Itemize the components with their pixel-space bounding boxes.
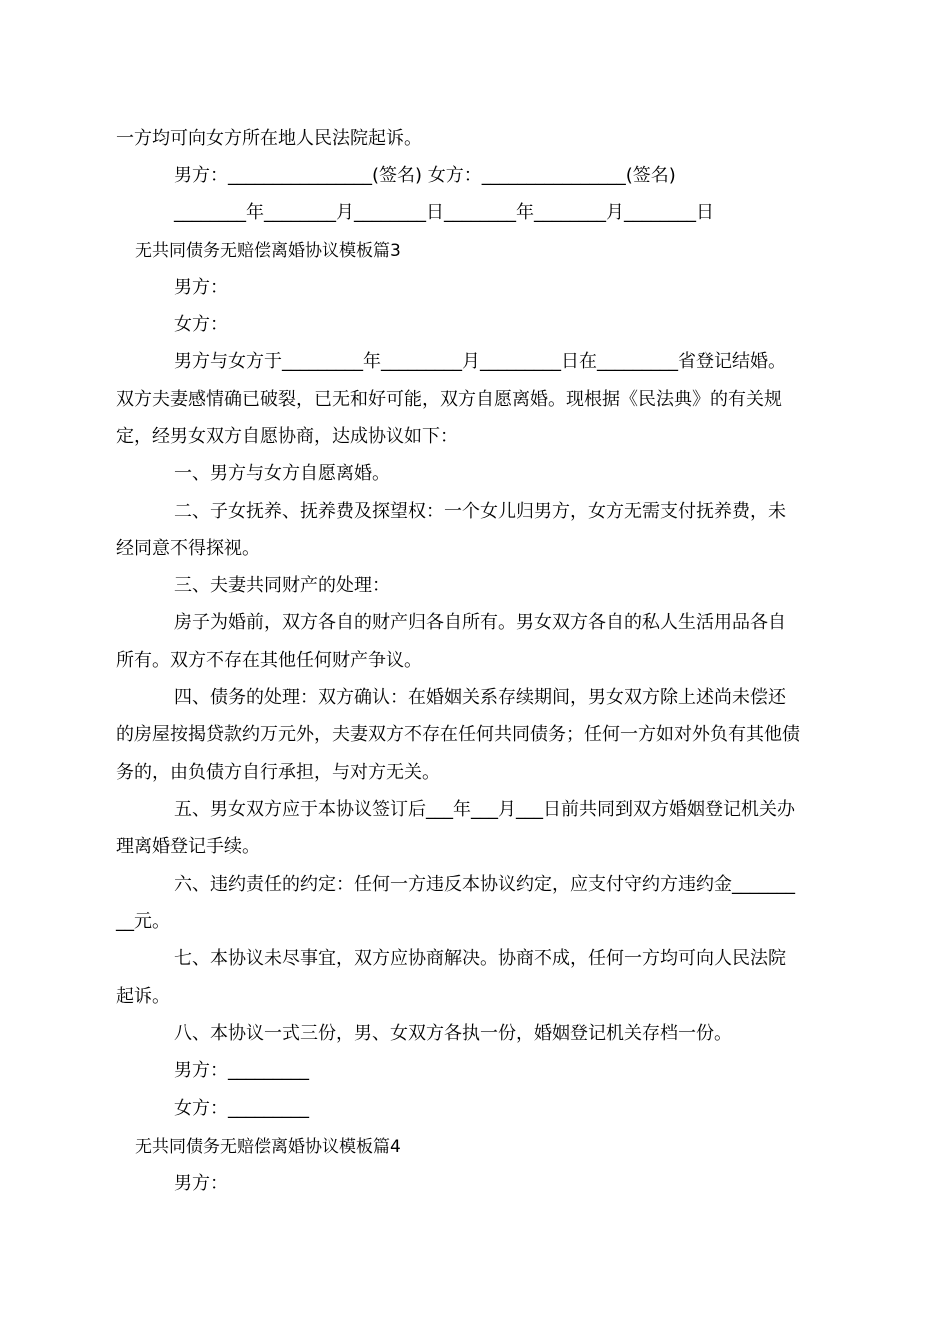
signature-line: 男方：_________ [174,1060,309,1081]
clause-line: 一、男方与女方自愿离婚。 [174,463,390,484]
paragraph-line: 双方夫妻感情确已破裂，已无和好可能，双方自愿离婚。现根据《民法典》的有关规 [116,389,782,410]
clause-line: 七、本协议未尽事宜，双方应协商解决。协商不成，任何一方均可向人民法院 [174,948,786,969]
clause-line: 的房屋按揭贷款约万元外，夫妻双方不存在任何共同债务；任何一方如对外负有其他债 [116,724,800,745]
paragraph-line: 一方均可向女方所在地人民法院起诉。 [116,128,422,149]
paragraph-line: 男方与女方于_________年_________月_________日在_________省登记结婚。 [174,351,786,372]
signature-line: 女方：_________ [174,1098,309,1119]
clause-line: 五、男女双方应于本协议签订后___年___月___日前共同到双方婚姻登记机关办 [174,799,795,820]
party-label: 男方： [174,1173,228,1194]
clause-line: 三、夫妻共同财产的处理： [174,575,390,596]
paragraph-line: 定，经男女双方自愿协商，达成协议如下： [116,426,458,447]
clause-line: __元。 [116,911,170,932]
paragraph-line: 所有。双方不存在其他任何财产争议。 [116,650,422,671]
clause-line: 起诉。 [116,986,170,1007]
party-label: 女方： [174,314,228,335]
date-line: ________年________月________日________年________月________日 [174,202,714,223]
clause-line: 务的，由负债方自行承担，与对方无关。 [116,762,440,783]
signature-line: 男方：________________(签名) 女方：________________(签名) [174,165,676,186]
clause-line: 二、子女抚养、抚养费及探望权：一个女儿归男方，女方无需支付抚养费，未 [174,501,786,522]
clause-line: 理离婚登记手续。 [116,836,260,857]
section-heading: 无共同债务无赔偿离婚协议模板篇4 [135,1137,401,1157]
clause-line: 八、本协议一式三份，男、女双方各执一份，婚姻登记机关存档一份。 [174,1023,732,1044]
party-label: 男方： [174,277,228,298]
clause-line: 四、债务的处理：双方确认：在婚姻关系存续期间，男女双方除上述尚未偿还 [174,687,786,708]
clause-line: 经同意不得探视。 [116,538,260,559]
paragraph-line: 房子为婚前，双方各自的财产归各自所有。男女双方各自的私人生活用品各自 [174,612,786,633]
section-heading: 无共同债务无赔偿离婚协议模板篇3 [135,241,401,261]
clause-line: 六、违约责任的约定：任何一方违反本协议约定，应支付守约方违约金_______ [174,874,795,895]
